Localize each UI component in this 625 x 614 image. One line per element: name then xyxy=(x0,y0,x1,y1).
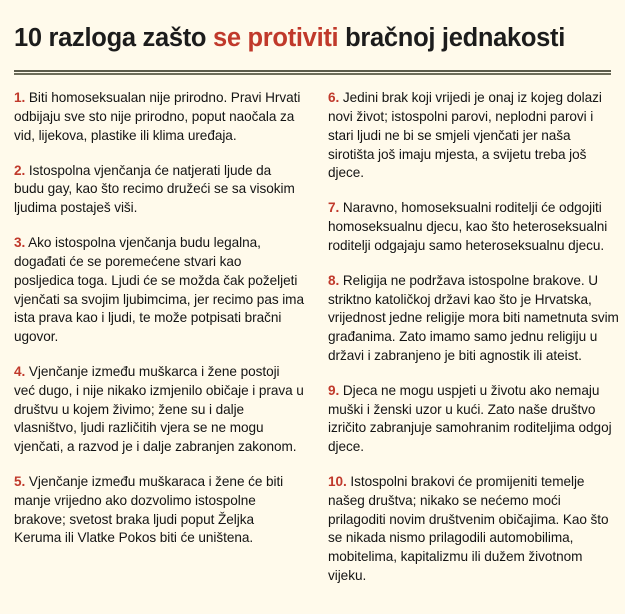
item-text: Naravno, homoseksualni roditelji će odgojiti homoseksualnu djecu, kao što heteroseksualni roditelji odgajaju samo heteroseksualnu djecu. xyxy=(328,200,608,253)
content-columns xyxy=(0,75,625,586)
item-text: Vjenčanje između muškaraca i žene će biti manje vrijedno ako dozvolimo istospolne brakove; svetost braka ljudi poput Željka Keruma ili Vlatke Pokos biti će uništena. xyxy=(14,474,284,546)
item-number: 2. xyxy=(14,162,26,178)
list-item xyxy=(328,272,620,366)
item-text: Vjenčanje između muškarca i žene postoji već dugo, i nije nikako izmjenilo običaje i prava u društvu u kojem živimo; žene su i dalje vlasništvo, ljudi različitih vjera se ne mogu vjenčati, a razvod je i dalje zabranjen zakonom. xyxy=(14,363,304,455)
list-item xyxy=(14,162,304,218)
item-text: Religija ne podržava istospolne brakove. U striktno katoličkoj državi kao što je Hrvatska, vrijednost jedne religije mora biti nametnuta svim građanima. Zato imamo samo jednu religiju u državi i zabranjeno je biti agnostik ili ateist. xyxy=(328,272,619,363)
list-item xyxy=(328,89,620,183)
item-number: 8. xyxy=(328,272,340,288)
item-number: 3. xyxy=(14,235,26,251)
page-title xyxy=(14,23,611,53)
title-text-after: bračnoj jednakosti xyxy=(338,24,566,53)
list-item xyxy=(14,234,304,347)
list-item xyxy=(328,199,620,255)
item-text: Biti homoseksualan nije prirodno. Pravi Hrvati odbijaju sve sto nije prirodno, poput naočala za vid, lijekova, plastike ili klima uređaja. xyxy=(14,90,301,143)
item-number: 10. xyxy=(328,474,347,490)
item-text: Istospolna vjenčanja će natjerati ljude da budu gay, kao što recimo družeći se sa visokim ljudima postaješ viši. xyxy=(14,162,295,216)
list-item xyxy=(14,473,304,548)
title-text-highlight: se protiviti xyxy=(212,24,339,53)
title-block xyxy=(0,0,625,53)
list-item xyxy=(14,363,304,457)
item-number: 9. xyxy=(328,382,340,398)
item-text: Jedini brak koji vrijedi je onaj iz kojeg dolazi novi život; istospolni parovi, neplodni parovi i stari ljudi ne bi se smjeli vjenčati jer naša sirotišta još imaju mjesta, a svijetu treba još djece. xyxy=(328,90,602,181)
item-number: 1. xyxy=(14,90,26,106)
list-item xyxy=(328,473,620,586)
item-text: Djeca ne mogu uspjeti u životu ako nemaju muški i ženski uzor u kući. Zato naše društvo izričito zabranjuje samohranim roditeljima odgoj djece. xyxy=(328,382,612,455)
title-text-before: 10 razloga zašto xyxy=(14,24,213,53)
item-number: 7. xyxy=(328,200,340,216)
item-number: 5. xyxy=(14,474,26,490)
left-column xyxy=(14,89,304,548)
list-item xyxy=(328,382,620,457)
item-number: 6. xyxy=(328,90,340,106)
list-item xyxy=(14,89,304,145)
right-column xyxy=(328,89,620,586)
item-number: 4. xyxy=(14,363,26,379)
item-text: Ako istospolna vjenčanja budu legalna, događati će se poremećene stvari kao posljedica toga. Ljudi će se možda čak poželjeti vjenčati sa svojim ljubimcima, jer recimo pas ima ista prava kao i ljudi, te može potpisati bračni ugovor. xyxy=(14,235,304,345)
item-text: Istospolni brakovi će promijeniti temelje našeg društva; nikako se nećemo moći prilagoditi novim društvenim običajima. Kao što se nikada nismo prilagodili automobilima, mobitelima, kapitalizmu ili dužem životnom vijeku. xyxy=(328,474,609,584)
